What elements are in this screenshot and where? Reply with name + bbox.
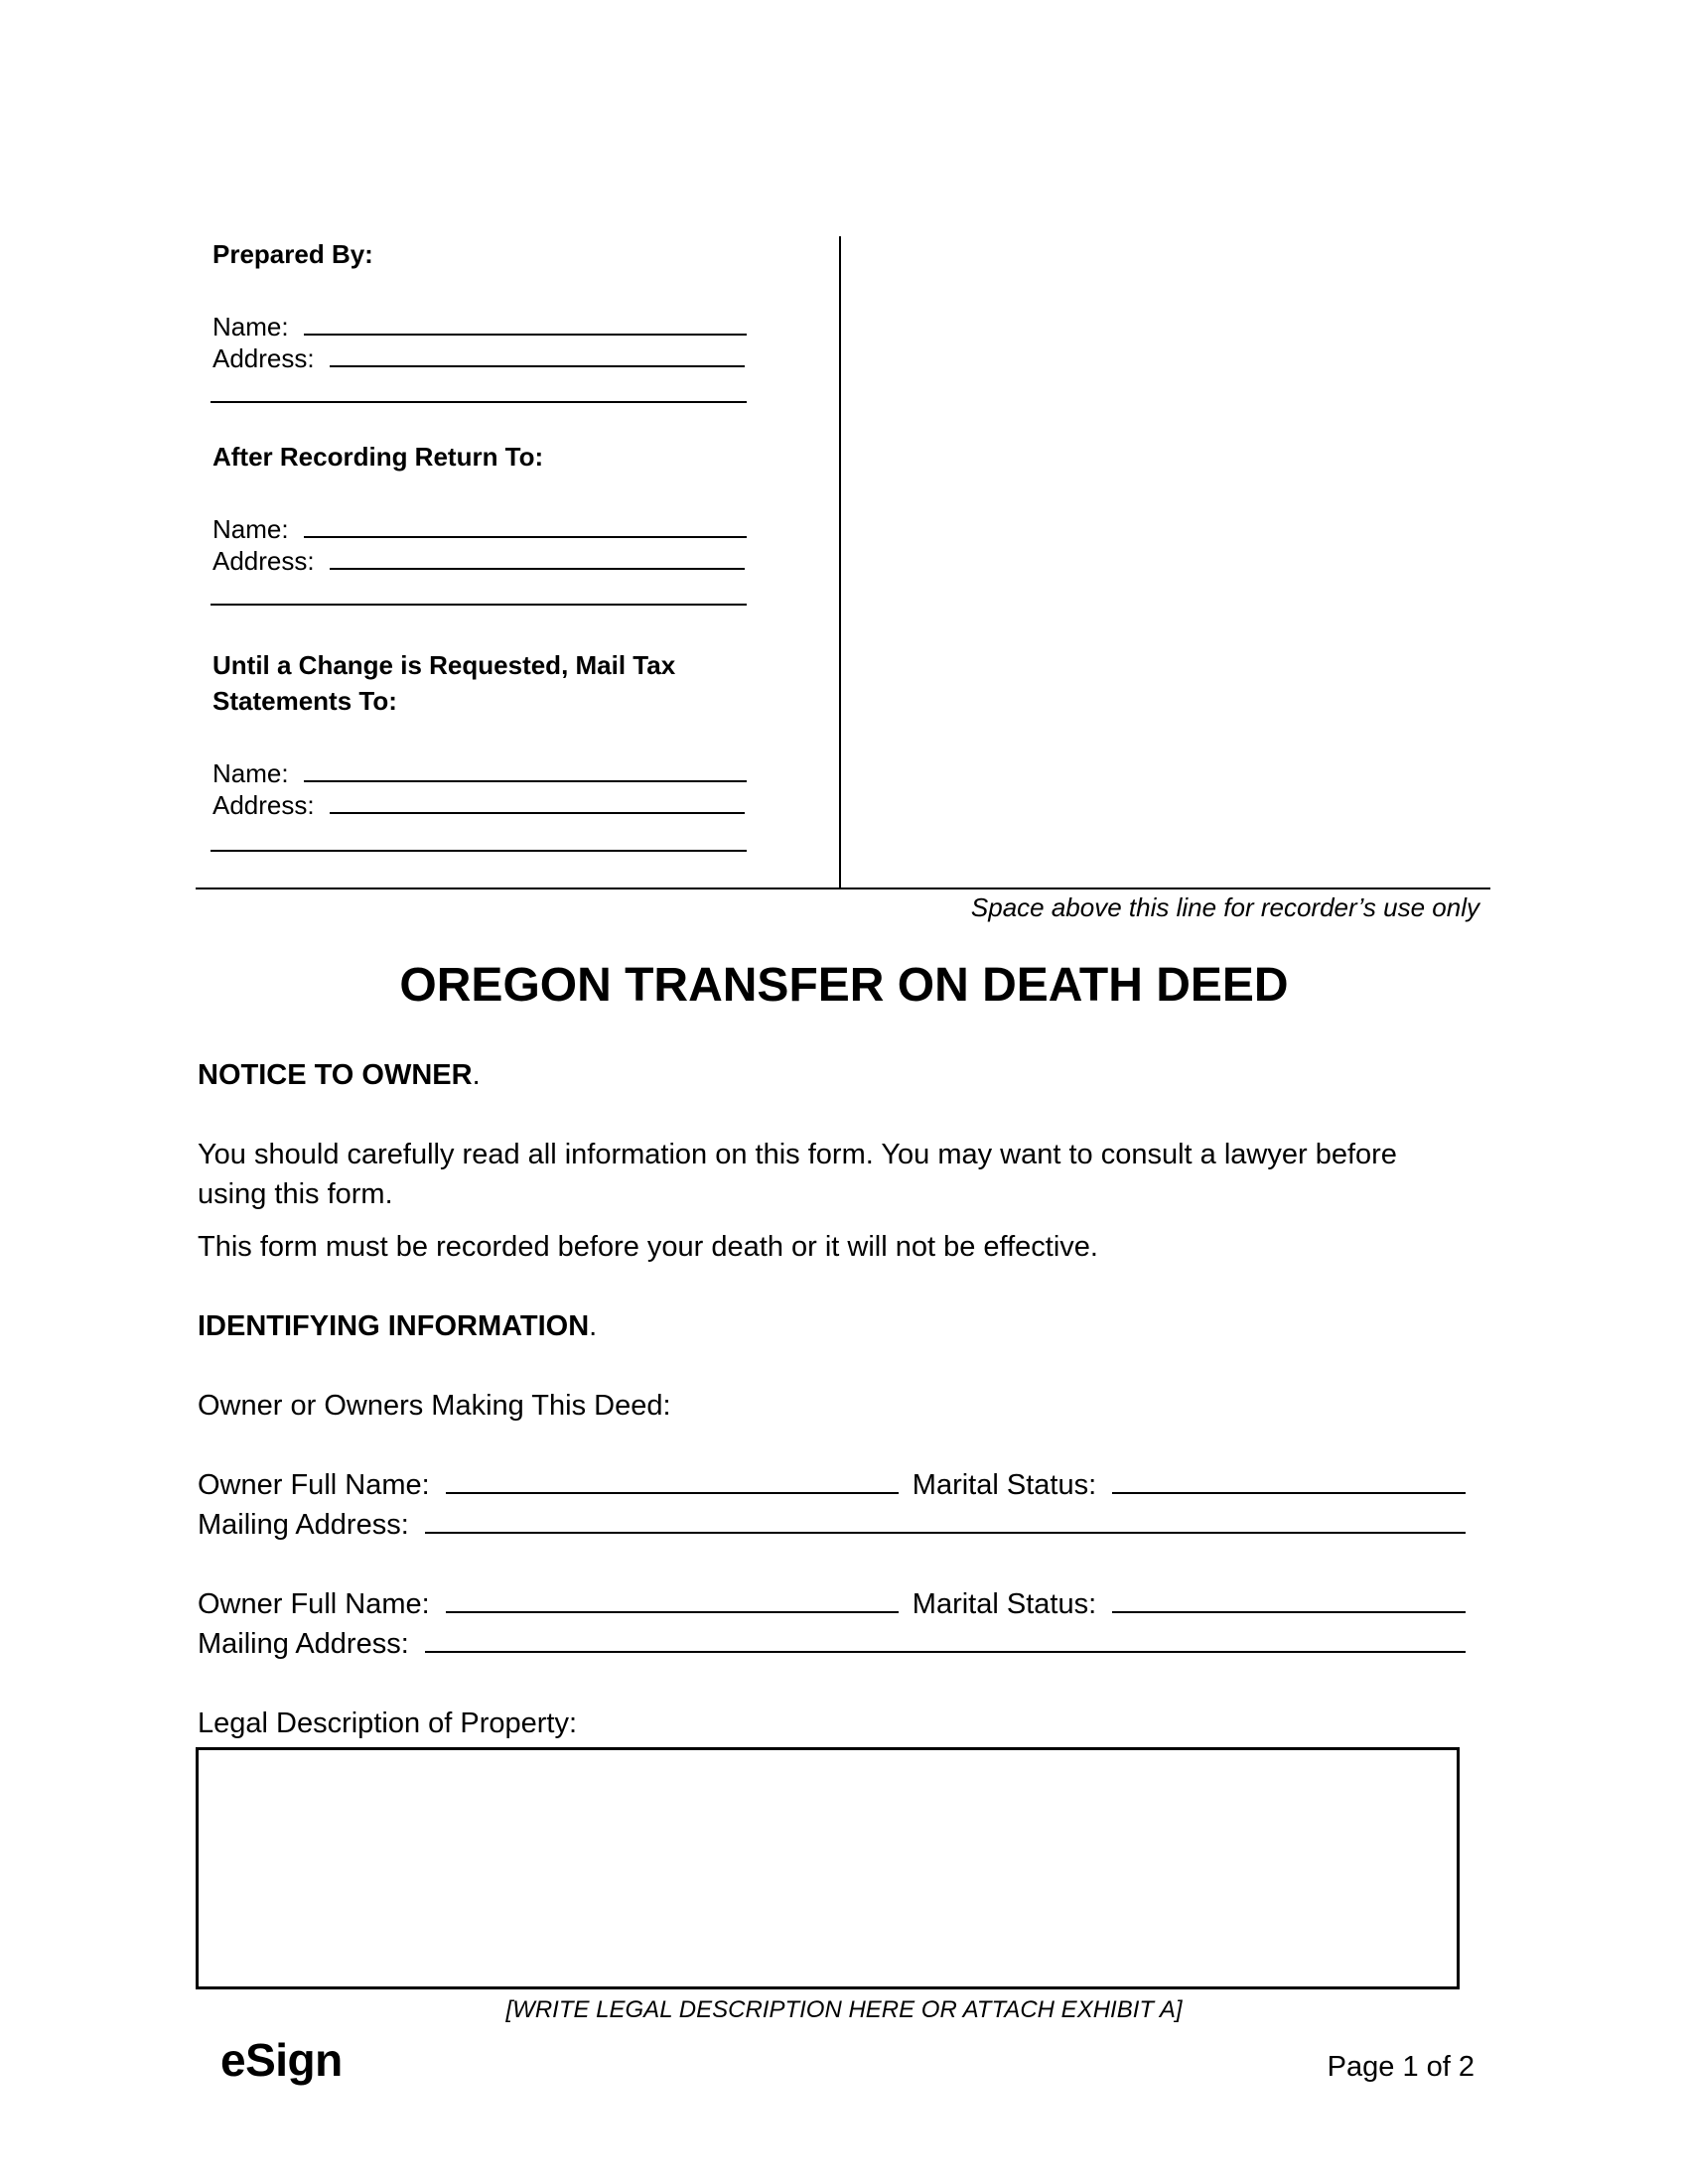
return-to-name-label: Name: bbox=[212, 514, 289, 544]
tax-statements-heading-line2: Statements To: bbox=[212, 686, 397, 716]
owners-intro: Owner or Owners Making This Deed: bbox=[198, 1390, 671, 1422]
prepared-by-address-line2[interactable] bbox=[211, 401, 747, 403]
owner1-marital-label: Marital Status: bbox=[912, 1469, 1097, 1501]
owner1-mailing-label: Mailing Address: bbox=[198, 1509, 409, 1541]
tax-name-label: Name: bbox=[212, 758, 289, 788]
return-to-name-field[interactable] bbox=[304, 512, 747, 538]
notice-heading: NOTICE TO OWNER bbox=[198, 1059, 473, 1091]
notice-para1-line1: You should carefully read all information on this form. You may want to consult a lawyer before bbox=[198, 1139, 1397, 1170]
owner2-mailing-field[interactable] bbox=[425, 1625, 1466, 1653]
owner1-name-label: Owner Full Name: bbox=[198, 1469, 430, 1501]
owner1-marital-field[interactable] bbox=[1112, 1466, 1466, 1494]
legal-desc-label: Legal Description of Property: bbox=[198, 1707, 578, 1739]
recorder-divider bbox=[839, 236, 841, 889]
owner2-name-label: Owner Full Name: bbox=[198, 1588, 430, 1620]
owner1-mailing-field[interactable] bbox=[425, 1506, 1466, 1534]
return-to-address-field[interactable] bbox=[330, 544, 745, 570]
tax-name-field[interactable] bbox=[304, 756, 747, 782]
identifying-heading-wrap bbox=[198, 1306, 597, 1346]
owner1-mailing-row bbox=[198, 1505, 1466, 1545]
tax-address-field[interactable] bbox=[330, 788, 745, 814]
owner2-marital-field[interactable] bbox=[1112, 1585, 1466, 1613]
prepared-by-address-field[interactable] bbox=[330, 341, 745, 367]
prepared-by-name-label: Name: bbox=[212, 312, 289, 341]
return-to-name-row bbox=[212, 512, 747, 545]
prepared-by-address-label: Address: bbox=[212, 343, 315, 373]
return-to-heading: After Recording Return To: bbox=[212, 442, 544, 472]
page-number: Page 1 of 2 bbox=[1327, 2051, 1475, 2083]
legal-desc-box[interactable] bbox=[196, 1747, 1460, 1989]
tax-name-row bbox=[212, 756, 747, 789]
owner2-marital-label: Marital Status: bbox=[912, 1588, 1097, 1620]
owner2-mailing-label: Mailing Address: bbox=[198, 1628, 409, 1660]
prepared-by-address-row bbox=[212, 341, 745, 374]
return-to-address-line2[interactable] bbox=[211, 604, 747, 606]
owner1-row bbox=[198, 1465, 1466, 1505]
tax-statements-heading-line1: Until a Change is Requested, Mail Tax bbox=[212, 650, 676, 680]
notice-para2: This form must be recorded before your death or it will not be effective. bbox=[198, 1231, 1098, 1263]
tax-address-label: Address: bbox=[212, 790, 315, 820]
owner2-row bbox=[198, 1584, 1466, 1624]
notice-para1-line2: using this form. bbox=[198, 1178, 393, 1210]
recorder-note: Space above this line for recorder’s use only bbox=[970, 892, 1479, 922]
owner2-mailing-row bbox=[198, 1624, 1466, 1664]
tax-address-line2[interactable] bbox=[211, 850, 747, 852]
prepared-by-name-row bbox=[212, 310, 747, 342]
recorder-line bbox=[196, 887, 1490, 889]
legal-desc-caption: [WRITE LEGAL DESCRIPTION HERE OR ATTACH EXHIBIT A] bbox=[505, 1996, 1183, 2023]
document-title: OREGON TRANSFER ON DEATH DEED bbox=[399, 959, 1289, 1012]
owner1-name-field[interactable] bbox=[446, 1466, 899, 1494]
identifying-heading-period: . bbox=[589, 1310, 598, 1342]
owner2-name-field[interactable] bbox=[446, 1585, 899, 1613]
notice-heading-period: . bbox=[472, 1059, 481, 1091]
prepared-by-heading: Prepared By: bbox=[212, 239, 373, 269]
tax-address-row bbox=[212, 788, 745, 821]
identifying-heading: IDENTIFYING INFORMATION bbox=[198, 1310, 590, 1342]
notice-heading-wrap bbox=[198, 1055, 481, 1095]
prepared-by-name-field[interactable] bbox=[304, 310, 747, 336]
esign-logo: eSign bbox=[220, 2034, 343, 2086]
return-to-address-label: Address: bbox=[212, 546, 315, 576]
return-to-address-row bbox=[212, 544, 745, 577]
